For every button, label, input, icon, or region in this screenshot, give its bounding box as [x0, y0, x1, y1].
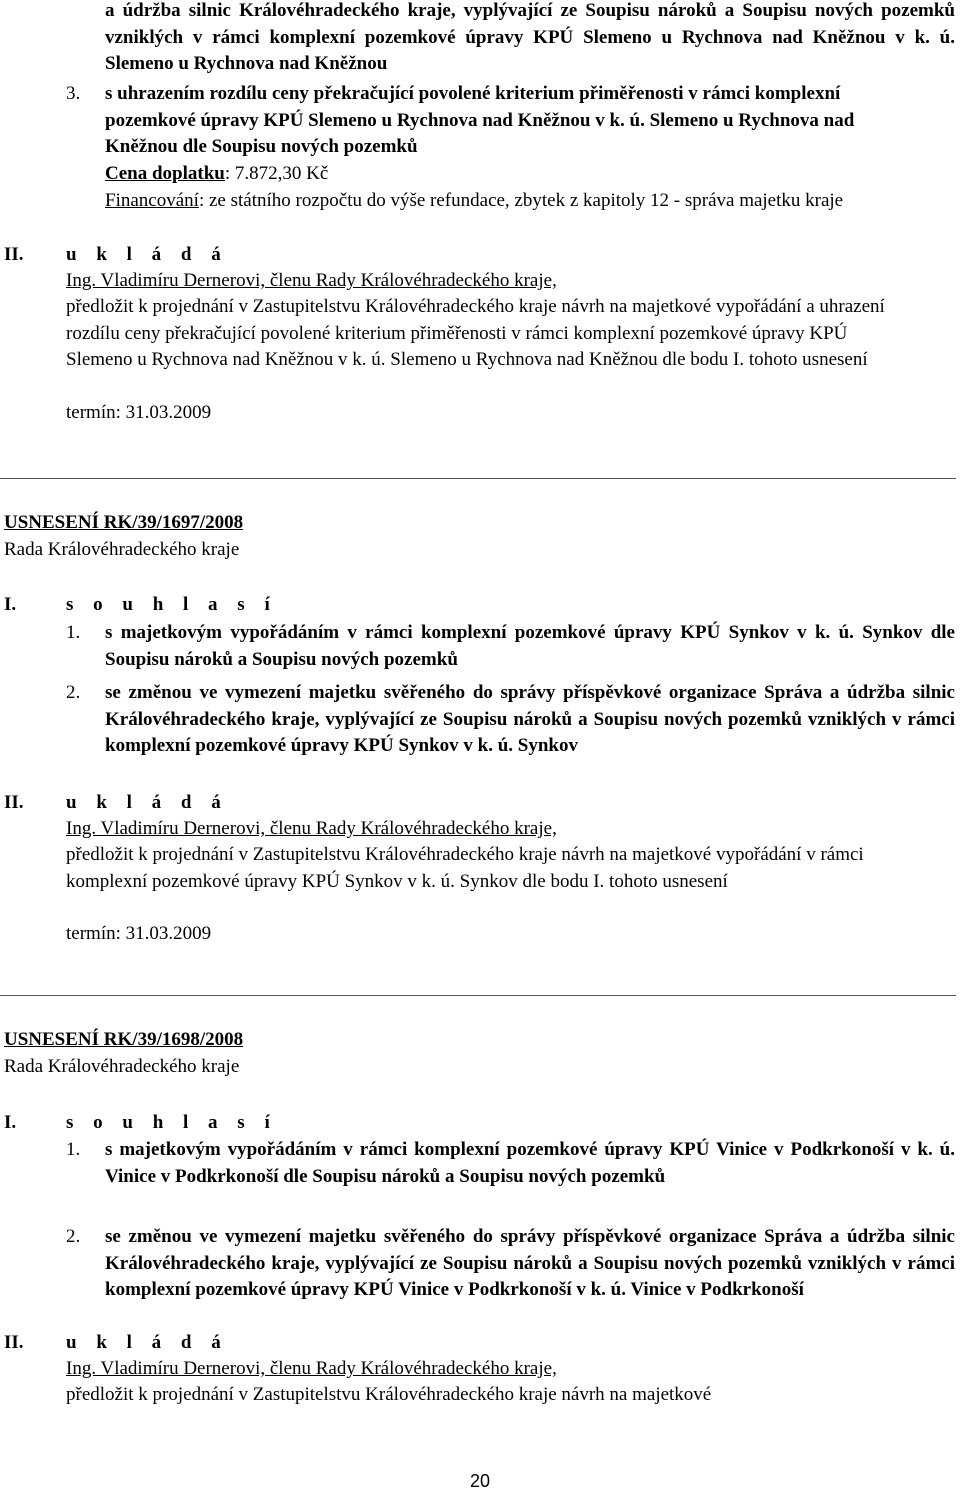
section-ii-number: II.	[4, 1332, 24, 1353]
assignee-line: Ing. Vladimíru Dernerovi, členu Rady Královéhradeckého kraje,	[66, 270, 557, 291]
item-3-number: 3.	[66, 83, 81, 104]
uklada-heading: u k l á d á	[66, 1332, 229, 1353]
financovani-line	[105, 188, 905, 215]
item-3-text: s uhrazením rozdílu ceny překračující povolené kriterium přiměřenosti v rámci komplexní pozemkové úpravy KPÚ Slemeno u Rychnova nad Kněžnou v k. ú. Slemeno u Rychnova nad Kněžnou dle Soupisu nových pozemků	[105, 83, 855, 157]
task-text: předložit k projednání v Zastupitelstvu Královéhradeckého kraje návrh na majetkové vypořádání v rámci komplexní pozemkové úpravy KPÚ Synkov v k. ú. Synkov dle bodu I. tohoto usnesení	[66, 844, 864, 892]
item-2-text: se změnou ve vymezení majetku svěřeného do správy příspěvkové organizace Správa a údržba silnic Královéhradeckého kraje, vyplývající ze Soupisu nároků a Soupisu nových pozemků vzniklých v rámci komplexní pozemkové úpravy KPÚ Synkov v k. ú. Synkov	[105, 682, 955, 756]
item-1-text: s majetkovým vypořádáním v rámci komplexní pozemkové úpravy KPÚ Vinice v Podkrkonoší v k. ú. Vinice v Podkrkonoší dle Soupisu nároků a Soupisu nových pozemků	[105, 1139, 955, 1187]
item-1-text: s majetkovým vypořádáním v rámci komplexní pozemkové úpravy KPÚ Synkov v k. ú. Synkov dle Soupisu nároků a Soupisu nových pozemků	[105, 622, 955, 670]
divider	[0, 995, 956, 996]
item-2-continuation: a údržba silnic Královéhradeckého kraje, vyplývající ze Soupisu nároků a Soupisu nových pozemků vzniklých v rámci komplexní pozemkové úpravy KPÚ Slemeno u Rychnova nad Kněžnou v k. ú. Slemeno u Rychnova nad Kněžnou	[105, 0, 955, 74]
section-i-number: I.	[4, 594, 17, 615]
souhlasi-heading: s o u h l a s í	[66, 1112, 278, 1133]
page-number: 20	[469, 1471, 491, 1491]
uklada-heading: u k l á d á	[66, 244, 229, 265]
cena-label: Cena doplatku	[105, 163, 225, 184]
task-text: předložit k projednání v Zastupitelstvu Královéhradeckého kraje návrh na majetkové	[66, 1384, 712, 1405]
resolution-title: USNESENÍ RK/39/1698/2008	[4, 1029, 244, 1050]
financovani-label: Financování	[105, 190, 199, 211]
deadline: termín: 31.03.2009	[66, 402, 212, 423]
item-2-number: 2.	[66, 682, 81, 703]
cena-value: : 7.872,30 Kč	[224, 163, 329, 184]
deadline: termín: 31.03.2009	[66, 923, 212, 944]
item-1-number: 1.	[66, 622, 81, 643]
assignee-line: Ing. Vladimíru Dernerovi, členu Rady Královéhradeckého kraje,	[66, 1358, 557, 1379]
resolution-body: Rada Královéhradeckého kraje	[4, 1056, 240, 1077]
section-ii-number: II.	[4, 792, 24, 813]
resolution-title: USNESENÍ RK/39/1697/2008	[4, 512, 244, 533]
divider	[0, 478, 956, 479]
resolution-body: Rada Královéhradeckého kraje	[4, 539, 240, 560]
section-i-number: I.	[4, 1112, 17, 1133]
souhlasi-heading: s o u h l a s í	[66, 594, 278, 615]
uklada-heading: u k l á d á	[66, 792, 229, 813]
cena-line	[105, 161, 925, 188]
section-ii-number: II.	[4, 244, 24, 265]
assignee-line: Ing. Vladimíru Dernerovi, členu Rady Královéhradeckého kraje,	[66, 818, 557, 839]
item-1-number: 1.	[66, 1139, 81, 1160]
task-text: předložit k projednání v Zastupitelstvu Královéhradeckého kraje návrh na majetkové vypořádání a uhrazení rozdílu ceny překračující povolené kriterium přiměřenosti v rámci komplexní pozemkové úpravy KPÚ Slemeno u Rychnova nad Kněžnou v k. ú. Slemeno u Rychnova nad Kněžnou dle bodu I. tohoto usnesení	[66, 296, 885, 370]
item-2-number: 2.	[66, 1226, 81, 1247]
item-2-text: se změnou ve vymezení majetku svěřeného do správy příspěvkové organizace Správa a údržba silnic Královéhradeckého kraje, vyplývající ze Soupisu nároků a Soupisu nových pozemků vzniklých v rámci komplexní pozemkové úpravy KPÚ Vinice v Podkrkonoší v k. ú. Vinice v Podkrkonoší	[105, 1226, 955, 1300]
financovani-value: : ze státního rozpočtu do výše refundace, zbytek z kapitoly 12 - správa majetku kraje	[198, 190, 844, 211]
